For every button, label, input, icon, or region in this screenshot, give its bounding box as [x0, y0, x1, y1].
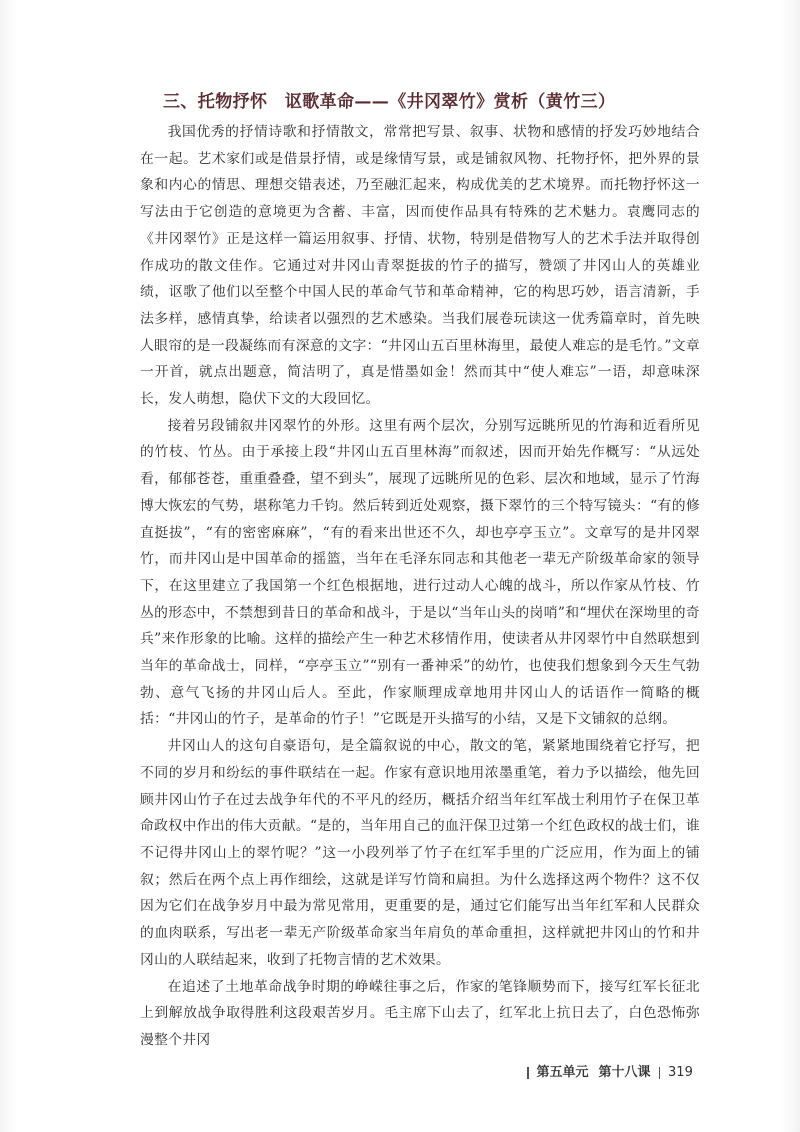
footer-divider-left	[527, 1067, 529, 1079]
footer-lesson: 第十八课	[598, 1065, 651, 1080]
paragraph-1: 我国优秀的抒情诗歌和抒情散文，常常把写景、叙事、状物和感情的抒发巧妙地结合在一起。艺术家们或是借景抒情，或是缘情写景，或是铺叙风物、托物抒怀，把外界的景象和内心的情思、理想交错表述，乃至融汇起来，构成优美的艺术境界。而托物抒怀这一写法由于它创造的意境更为含蓄、丰富，因而使作品具有特殊的艺术魅力。袁鹰同志的《井冈翠竹》正是这样一篇运用叙事、抒情、状物，特别是借物写人的艺术手法并取得创作成功的散文佳作。它通过对井冈山青翠挺拔的竹子的描写，赞颂了井冈山人的英雄业绩，讴歌了他们以至整个中国人民的革命气节和革命精神，它的构思巧妙，语言清新，手法多样，感情真挚，给读者以强烈的艺术感染。当我们展卷玩读这一优秀篇章时，首先映人眼帘的是一段凝练而有深意的文字：“井冈山五百里林海里，最使人难忘的是毛竹。”文章一开首，就点出题意，简洁明了，真是惜墨如金！然而其中“使人难忘”一语，却意味深长，发人萌想，隐伏下文的大段回忆。	[140, 124, 700, 408]
article-body	[140, 119, 700, 1054]
paragraph-2: 接着另段铺叙井冈翠竹的外形。这里有两个层次，分别写远眺所见的竹海和近看所见的竹枝、竹丛。由于承接上段“井冈山五百里林海”而叙述，因而开始先作概写：“从远处看，郁郁苍苍，重重叠叠，望不到头”，展现了远眺所见的色彩、层次和地域，显示了竹海博大恢宏的气势，堪称笔力千钧。然后转到近处观察，摄下翠竹的三个特写镜头：“有的修直挺拔”，“有的密密麻麻”，“有的看来出世还不久，却也亭亭玉立”。文章写的是井冈翠竹，而井冈山是中国革命的摇篮，当年在毛泽东同志和其他老一辈无产阶级革命家的领导下，在这里建立了我国第一个红色根据地，进行过动人心魄的战斗，所以作家从竹枝、竹丛的形态中，不禁想到昔日的革命和战斗，于是以“当年山头的岗哨”和“埋伏在深坳里的奇兵”来作形象的比喻。这样的描绘产生一种艺术移情作用，使读者从井冈翠竹中自然联想到当年的革命战士，同样，“亭亭玉立”“别有一番神采”的幼竹，也使我们想象到今天生气勃勃、意气飞扬的井冈山后人。至此，作家顺理成章地用井冈山人的话语作一简略的概括：“井冈山的竹子，是革命的竹子！”它既是开头描写的小结，又是下文铺叙的总纲。	[140, 417, 700, 728]
page-footer	[519, 1062, 719, 1084]
page-number: 319	[668, 1065, 693, 1080]
footer-divider-right	[659, 1067, 661, 1079]
paragraph-4: 在追述了土地革命战争时期的峥嵘往事之后，作家的笔锋顺势而下，接写红军长征北上到解放战争取得胜利这段艰苦岁月。毛主席下山去了，红军北上抗日去了，白色恐怖弥漫整个井冈	[140, 978, 700, 1048]
section-heading: 三、托物抒怀 讴歌革命——《井冈翠竹》赏析（黄竹三）	[163, 92, 616, 112]
footer-unit: 第五单元	[536, 1065, 589, 1080]
paragraph-3: 井冈山人的这句自豪语句，是全篇叙说的中心，散文的笔，紧紧地围绕着它抒写，把不同的岁月和纷纭的事件联结在一起。作家有意识地用浓墨重笔，着力予以描绘，他先回顾井冈山竹子在过去战争年代的不平凡的经历，概括介绍当年红军战士利用竹子在保卫革命政权中作出的伟大贡献。“是的，当年用自己的血汗保卫过第一个红色政权的战士们，谁不记得井冈山上的翠竹呢？”这一小段列举了竹子在红军手里的广泛应用，作为面上的铺叙；然后在两个点上再作细绘，这就是详写竹筒和扁担。为什么选择这两个物件？这不仅因为它们在战争岁月中最为常见常用，更重要的是，通过它们能写出当年红军和人民群众的血肉联系，写出老一辈无产阶级革命家当年肩负的革命重担，这样就把井冈山的竹和井冈山的人联结起来，收到了托物言情的艺术效果。	[140, 738, 700, 968]
